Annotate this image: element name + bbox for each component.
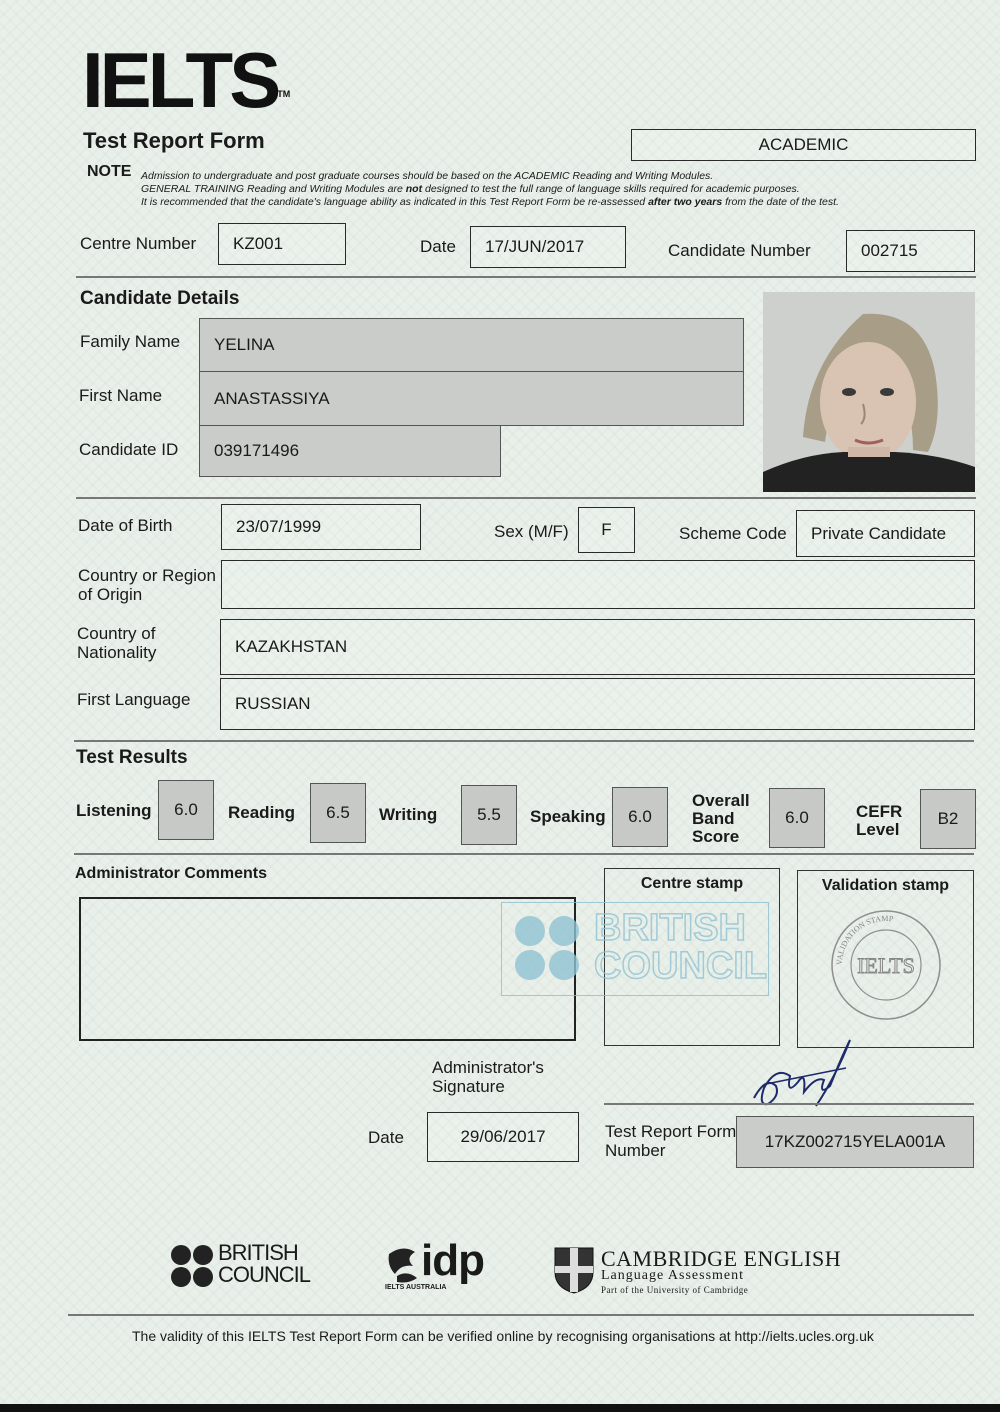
validation-seal-icon [828, 907, 944, 1023]
note-line-2c: designed to test the full range of language skills required for academic purposes. [422, 183, 800, 195]
candidate-number-label: Candidate Number [668, 241, 811, 260]
british-council-dots-icon [508, 905, 598, 995]
centre-number-value: KZ001 [218, 223, 346, 265]
divider-2 [76, 497, 976, 499]
scheme-code-value: Private Candidate [796, 510, 975, 557]
divider-3 [74, 740, 974, 742]
sex-label: Sex (M/F) [494, 522, 569, 541]
british-council-logo-text [218, 1242, 310, 1286]
test-date-value: 17/JUN/2017 [470, 226, 626, 268]
signature-label [432, 1058, 544, 1096]
trf-number-label [605, 1122, 736, 1160]
divider-4 [74, 853, 974, 855]
admin-comments-label: Administrator Comments [75, 865, 268, 882]
nationality-label-1: Country of [77, 624, 156, 643]
family-name-label: Family Name [80, 332, 181, 351]
scan-edge-bottom [0, 1404, 1000, 1412]
idp-logo-subtext: IELTS AUSTRALIA [385, 1284, 447, 1291]
country-origin-label-2: of Origin [78, 585, 143, 604]
country-origin-label [78, 566, 216, 604]
centre-stamp-text [594, 909, 767, 985]
ielts-logo-text: IELTS [82, 36, 278, 124]
admin-date-value: 29/06/2017 [427, 1112, 579, 1162]
listening-score: 6.0 [158, 780, 214, 840]
validation-stamp-label: Validation stamp [821, 877, 950, 894]
dob-label: Date of Birth [78, 516, 173, 535]
british-council-logo-icon [170, 1244, 214, 1288]
british-council-text-2: COUNCIL [218, 1262, 311, 1287]
note-line-3a: It is recommended that the candidate's language ability as indicated in this Test Report Form be re-assessed [141, 196, 649, 208]
listening-label: Listening [76, 801, 152, 820]
trf-number-value: 17KZ002715YELA001A [736, 1116, 974, 1168]
note-line-2a: GENERAL TRAINING Reading and Writing Modules are [141, 183, 406, 195]
form-title: Test Report Form [83, 128, 265, 153]
admin-date-label: Date [368, 1128, 404, 1147]
cefr-label-1: CEFR [856, 802, 903, 821]
trf-number-label-1: Test Report Form [605, 1122, 737, 1141]
candidate-id-value: 039171496 [199, 425, 501, 477]
note-line-2b: not [405, 183, 423, 195]
country-origin-label-1: Country or Region [78, 566, 216, 585]
centre-stamp-label: Centre stamp [640, 875, 744, 892]
signature-line [604, 1103, 974, 1105]
centre-stamp-line-2: COUNCIL [594, 945, 768, 987]
signature-label-2: Signature [432, 1077, 505, 1096]
idp-logo-text: idp [421, 1236, 484, 1285]
writing-label: Writing [379, 805, 438, 824]
country-origin-value [221, 560, 975, 609]
first-name-value: ANASTASSIYA [199, 371, 744, 426]
nationality-value: KAZAKHSTAN [220, 619, 975, 675]
nationality-label [77, 624, 156, 662]
overall-label-2: Band [692, 809, 735, 828]
idp-logo [383, 1236, 493, 1298]
scheme-code-label: Scheme Code [679, 524, 787, 543]
reading-label: Reading [228, 803, 296, 822]
first-language-value: RUSSIAN [220, 678, 975, 730]
divider-1 [76, 276, 976, 278]
note-label: NOTE [87, 163, 132, 180]
validation-ring-text: VALIDATION STAMP [834, 913, 894, 966]
reading-score: 6.5 [310, 783, 366, 843]
cefr-label-2: Level [856, 820, 900, 839]
trf-number-label-2: Number [605, 1141, 666, 1160]
sex-value: F [578, 507, 635, 553]
nationality-label-2: Nationality [77, 643, 157, 662]
note-line-2 [141, 183, 941, 196]
overall-label-3: Score [692, 827, 740, 846]
test-results-title: Test Results [76, 747, 188, 768]
first-name-label: First Name [79, 386, 163, 405]
writing-score: 5.5 [461, 785, 517, 845]
cefr-level-value: B2 [920, 789, 976, 849]
first-language-label: First Language [77, 690, 191, 709]
note-line-3b: after two years [648, 196, 723, 208]
cefr-level-label [856, 803, 902, 839]
candidate-id-label: Candidate ID [79, 440, 179, 459]
cambridge-logo-text-3: Part of the University of Cambridge [601, 1285, 749, 1295]
british-council-logo [170, 1242, 320, 1290]
candidate-photo [763, 292, 975, 492]
trademark-mark: TM [277, 89, 291, 99]
centre-stamp-mark [501, 902, 769, 996]
note-line-3 [141, 196, 941, 209]
overall-label-1: Overall [692, 791, 750, 810]
speaking-label: Speaking [530, 807, 606, 826]
cambridge-logo-text-2: Language Assessment [601, 1268, 745, 1283]
test-date-label: Date [420, 237, 456, 256]
note-text [141, 170, 941, 209]
validity-text: The validity of this IELTS Test Report Form can be verified online by recognising organisations at http://ielts.ucles.org.uk [132, 1328, 874, 1344]
module-box: ACADEMIC [631, 129, 976, 161]
cambridge-logo-text-1: CAMBRIDGE ENGLISH [601, 1246, 842, 1271]
signature-label-1: Administrator's [432, 1058, 544, 1077]
cambridge-shield-icon [553, 1246, 595, 1294]
candidate-number-value: 002715 [846, 230, 975, 272]
dob-value: 23/07/1999 [221, 504, 421, 550]
note-line-1: Admission to undergraduate and post graduate courses should be based on the ACADEMIC Reading and Writing Modules. [141, 170, 714, 182]
note-line-3c: from the date of the test. [722, 196, 839, 208]
family-name-value: YELINA [199, 318, 744, 372]
speaking-score: 6.0 [612, 787, 668, 847]
british-council-text-1: BRITISH [218, 1240, 298, 1265]
ielts-logo [82, 36, 291, 124]
centre-stamp-line-1: BRITISH [594, 907, 746, 949]
divider-footer [68, 1314, 974, 1316]
overall-band-score: 6.0 [769, 788, 825, 848]
cambridge-logo [553, 1246, 853, 1298]
validation-stamp-box [797, 870, 974, 1048]
overall-band-label [692, 792, 750, 846]
centre-number-label: Centre Number [80, 234, 197, 253]
portrait-icon [763, 292, 975, 492]
candidate-details-title: Candidate Details [80, 288, 240, 309]
validation-seal-text: IELTS [857, 953, 915, 978]
